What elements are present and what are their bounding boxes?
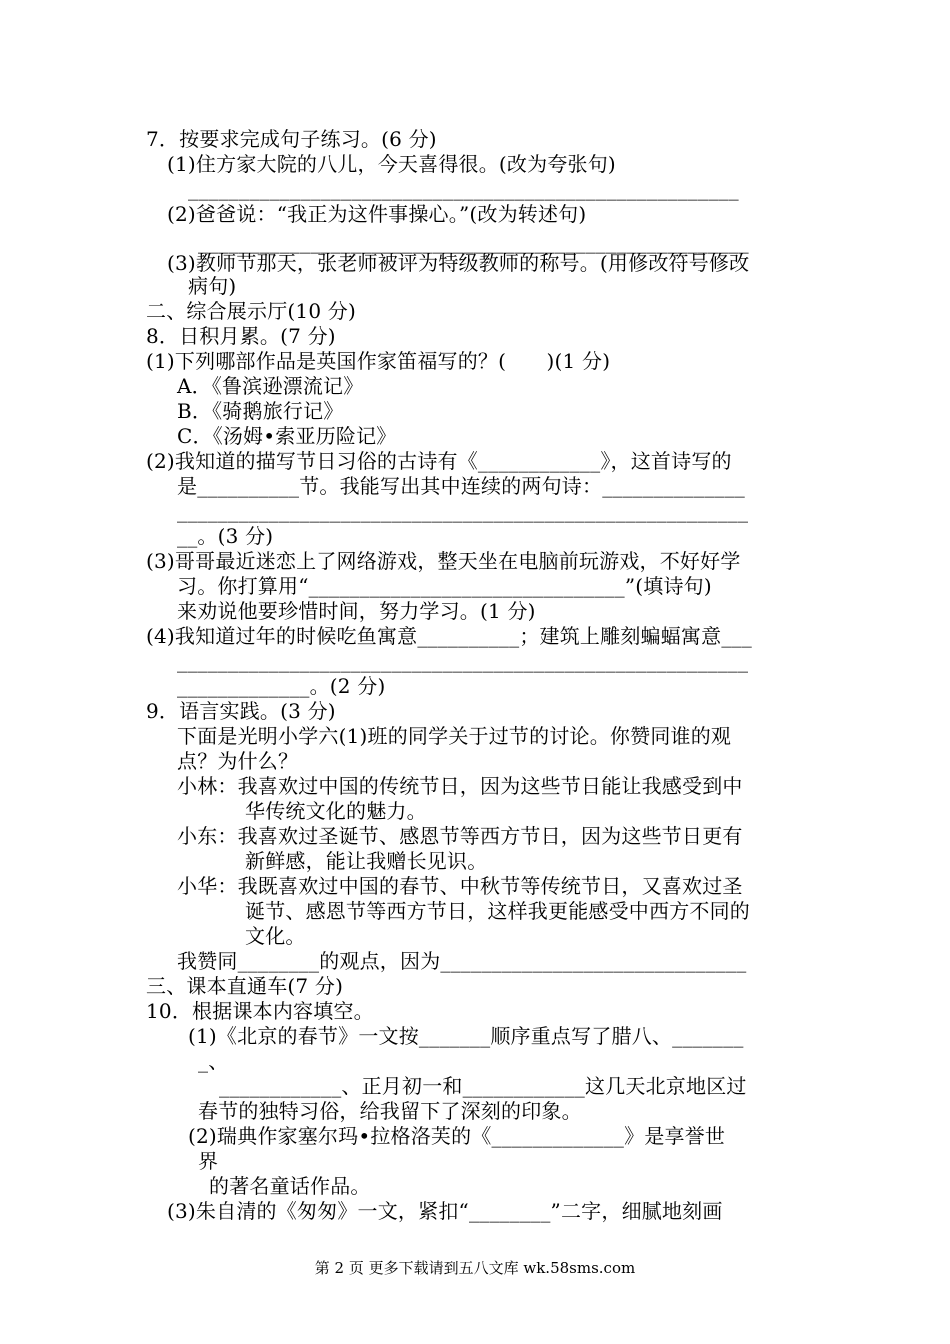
q10-1-wrap: _、 [198,1049,229,1073]
q10-1-end: 春节的独特习俗，给我留下了深刻的印象。 [198,1099,582,1123]
option-b: B．《骑鹅旅行记》 [177,399,344,423]
q10-1: (1)《北京的春节》一文按_______顺序重点写了腊八、_______ [188,1024,744,1048]
section-3-heading: 三、课本直通车(7 分) [146,974,344,998]
speaker-xiaolin-cont: 华传统文化的魅力。 [245,799,427,823]
q7-3: (3)教师节那天，张老师被评为特级教师的称号。(用修改符号修改 [167,251,750,275]
answer-line: ________________________________________________________ [177,499,749,523]
option-c: C．《汤姆•索亚历险记》 [177,424,397,448]
q9-intro: 下面是光明小学六(1)班的同学关于过节的讨论。你赞同谁的观 [177,724,732,748]
answer-line: ______________________________________________________ [188,177,739,201]
speaker-xiaohua: 小华：我既喜欢过中国的春节、中秋节等传统节日，又喜欢过圣 [177,874,743,898]
q7-title: 7．按要求完成句子练习。(6 分) [146,127,437,151]
speaker-xiaolin: 小林：我喜欢过中国的传统节日，因为这些节日能让我感受到中 [177,774,743,798]
q8-2: (2)我知道的描写节日习俗的古诗有《____________》，这首诗写的 [146,449,732,473]
section-2-heading: 二、综合展示厅(10 分) [146,299,357,323]
q10-3: (3)朱自清的《匆匆》一文，紧扣“________”二字，细腻地刻画 [167,1199,723,1223]
q9-intro-cont: 点？为什么？ [177,749,299,773]
q7-3-cont: 病句) [188,274,237,298]
speaker-xiaodong: 小东：我喜欢过圣诞节、感恩节等西方节日，因为这些节日更有 [177,824,743,848]
option-a: A．《鲁滨逊漂流记》 [177,374,364,398]
q7-1: (1)住方家大院的八儿，今天喜得很。(改为夸张句) [167,152,616,176]
q10-2-wrap: 界 [198,1149,219,1173]
q8-2-cont: 是__________节。我能写出其中连续的两句诗：______________ [177,474,745,498]
q8-3-end: 来劝说他要珍惜时间，努力学习。(1 分) [177,599,536,623]
answer-line: ________________________________________________________ [177,649,749,673]
q10-2-end: 的著名童话作品。 [209,1174,371,1198]
q8-4-end: _____________。(2 分) [177,674,386,698]
q8-title: 8．日积月累。(7 分) [146,324,336,348]
q10-title: 10．根据课本内容填空。 [146,999,374,1023]
speaker-xiaohua-end: 文化。 [245,924,306,948]
q8-3: (3)哥哥最近迷恋上了网络游戏，整天坐在电脑前玩游戏，不好好学 [146,549,741,573]
q8-2-end: __。(3 分) [177,524,274,548]
q8-3-cont: 习。你打算用“_______________________________”(填诗句) [177,574,712,598]
speaker-xiaohua-cont: 诞节、感恩节等西方节日，这样我更能感受中西方不同的 [245,899,750,923]
q9-answer: 我赞同________的观点，因为______________________________ [177,949,747,973]
q8-1: (1)下列哪部作品是英国作家笛福写的？( )(1 分) [146,349,611,373]
q7-2: (2)爸爸说：“我正为这件事操心。”(改为转述句) [167,202,587,226]
page-footer: 第 2 页 更多下载请到五八文库 wk.58sms.com [314,1259,636,1277]
q10-2: (2)瑞典作家塞尔玛•拉格洛芙的《_____________》是享誉世 [188,1124,726,1148]
q9-title: 9．语言实践。(3 分) [146,699,336,723]
q10-1-cont: ____________、正月初一和____________这几天北京地区过 [219,1074,747,1098]
answer-line: ______________________________________________________ [198,230,749,254]
speaker-xiaodong-cont: 新鲜感，能让我赠长见识。 [245,849,488,873]
q8-4: (4)我知道过年的时候吃鱼寓意__________；建筑上雕刻蝙蝠寓意___ [146,624,752,648]
